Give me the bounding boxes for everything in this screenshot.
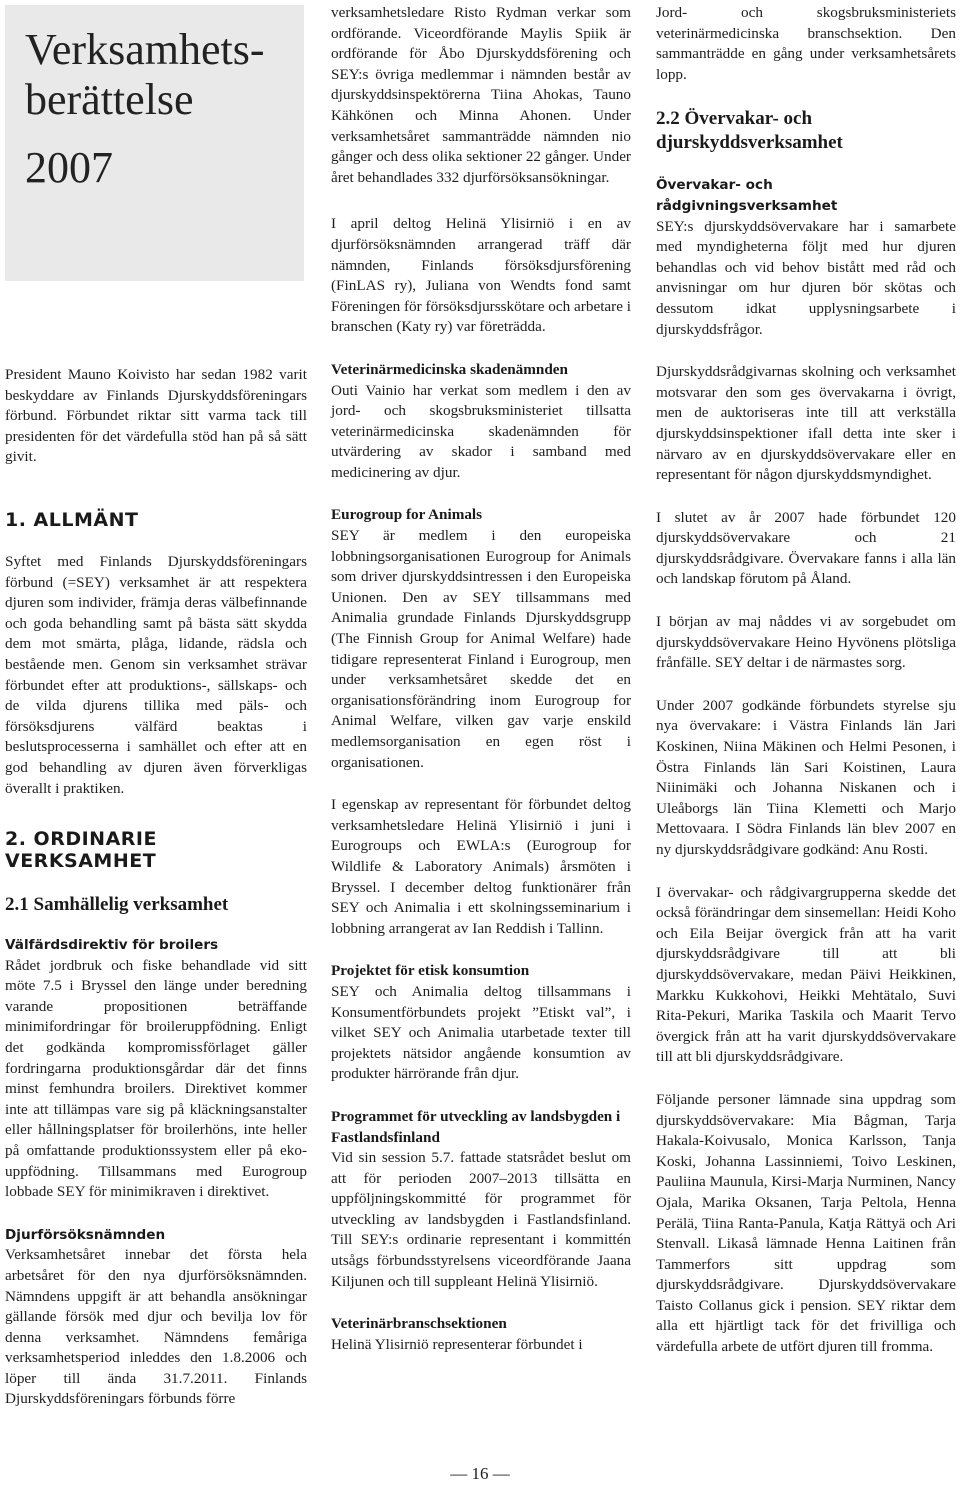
vet-body: Outi Vainio har verkat som medlem i den av jord- och skogsbruksministeriet tillsatta veterinärmedicinska skadenämnden för utvärdering av skador i samband med medicinering av djur.: [331, 381, 631, 481]
overvakar-heading: Övervakar- och rådgivningsverksamhet: [656, 177, 838, 214]
bransch-heading: Veterinärbranschsektionen: [331, 1315, 507, 1333]
landsbygd-heading: Programmet för utveckling av landsbygden i Fastlandsfinland: [331, 1107, 621, 1146]
col3-paragraph-6: I övervakar- och rådgivargrupperna skedde det också förändringar dem sinsemellan: Heidi Koho och Eila Beijar övergick från att ha varit djurskyddsrådgivare till att bli djurskyddsövervakare, medan Päivi Heikkinen, Markku Kukkohovi, Heikki Mehtätalo, Suvi Rita-Pekuri, Marika Taskila och Maarit Tervo övergick från att ha varit djurskyddsövervakare till att bli djurskyddsrådgivare.: [656, 883, 956, 1066]
eurogroup-heading: Eurogroup for Animals: [331, 506, 483, 524]
etisk-body: SEY och Animalia deltog tillsammans i Konsumentförbundets projekt ”Etiskt val”, i vilket SEY och Animalia utarbetade texter till projektets nätsidor angående konsumtion av produkter härrörande från djur.: [331, 982, 631, 1083]
eurogroup-body: SEY är medlem i den europeiska lobbningsorganisationen Eurogroup for Animals som driver djurskyddsintressen i den Europeiska Unionen. Den av SEY tillsammans med Animalia grundade Finlands Djurskyddsgrupp (The Finnish Group for Animal Welfare) hade tidigare representerat Finland i Eurogroup, men under verksamhetsåret skedde det en organisationsförändring inom Eurogroup for Animal Welfare, vilken gav varje enskild medlemsorganisation en egen röst i organisationen.: [331, 527, 631, 771]
overvakar-body: SEY:s djurskyddsövervakare har i samarbete med myndigheterna följt med hur djuren behandlas och vid behov bistått med råd och anvisningar om hur djuren bör skötas och dessutom idkat upplysningsarbete i djurskyddsfrågor.: [656, 217, 956, 338]
intro-paragraph: President Mauno Koivisto har sedan 1982 varit beskyddare av Finlands Djurskyddsföreningars förbund. Förbundet riktar sitt varma tack till presidenten för det värdefulla stöd han på så sätt givit.: [5, 366, 307, 466]
etisk-heading: Projektet för etisk konsumtion: [331, 962, 530, 980]
broilers-body: Rådet jordbruk och fiske behandlade vid sitt möte 7.5 i Bryssel den länge under beredning varande propositionen beträffande minimifordringar för broileruppfödning. Enligt det godkända kompromissförlaget gäller fordringarna produktionsgårdar där det finns minst femhundra broilers. Direktivet kommer inte att tillämpas vare sig på kläckningsanstalter eller hållningsplatser för broilerhöns, inte heller på omfattande produktionssystem eller på eko-uppfödning. Tillsammans med Eurogroup lobbade SEY för minimikraven i direktivet.: [5, 956, 307, 1201]
title-block: [5, 5, 304, 281]
title-line-3: 2007: [25, 143, 113, 192]
col3-paragraph-2: Djurskyddsrådgivarnas skolning och verksamhet motsvarar den som ges övervakarna i övrigt, men de auktoriseras inte till att verkställa djurskyddsinspektioner ifall detta inte sker i närvaro av en djurskyddsövervakare eller en representant för någon djurskyddsmyndighet.: [656, 363, 956, 484]
subsection-2-1-heading: 2.1 Samhällelig verksamhet: [5, 894, 229, 915]
section-2: [5, 828, 307, 1410]
col3-paragraph-0: Jord- och skogsbruksministeriets veterinärmedicinska branschsektion. Den sammanträdde en gång under verksamhetsårets lopp.: [656, 4, 956, 83]
section-1-heading: 1. ALLMÄNT: [5, 509, 139, 531]
col3-paragraph-5: Under 2007 godkände förbundets styrelse sju nya övervakare: i Västra Finlands län Jari Koskinen, Niina Mäkinen och Helmi Pesonen, i Östra Finlands län Sari Koistinen, Laura Niinimäki och Johanna Niskanen och i Uleåborgs län Tiina Klemetti och Marjo Mettovaara. I Södra Finlands län blev 2007 en ny djurskyddsrådgivare godkänd: Anu Rosti.: [656, 696, 956, 858]
landsbygd-body: Vid sin session 5.7. fattade statsrådet beslut om att för perioden 2007–2013 tillsätta en uppföljningskommitté för programmet för utveckling av landsbygden i Fastlandsfinland. Till SEY:s ordinarie representant i kommittén utsågs förbundsstyrelsens viceordförande Jaana Kiljunen och till suppleant Helinä Ylisirniö.: [331, 1149, 631, 1290]
page-number: — 16 —: [450, 1464, 510, 1483]
page-title: [5, 5, 304, 193]
broilers-heading: Välfärdsdirektiv för broilers: [5, 937, 219, 953]
djurforsok-body: Verksamhetsåret innebar det första hela arbetsåret för den nya djurförsöksnämnden. Nämndens uppgift är att behandla ansökningar gällande försök med djur och bevilja lov för denna verksamhet. Nämndens femåriga verksamhetsperiod inleddes den 1.8.2006 och löper till ända 31.7.2011. Finlands Djurskyddsföreningars förbunds förre: [5, 1246, 307, 1408]
col2-paragraph-1: verksamhetsledare Risto Rydman verkar som ordförande. Viceordförande Maylis Spiik är ordförande för Åbo Djurskyddsförening och SEY:s övriga medlemmar i nämnden består av djurskyddsinspektörerna Tiina Ahokas, Tauno Kähkönen och Minna Ahonen. Under verksamhetsåret sammanträdde nämnden nio gånger och dess olika sektioner 22 gånger. Under året behandlades 332 djurförsöksansökningar.: [331, 4, 631, 186]
section-2-heading-line-1: 2. ORDINARIE: [5, 828, 157, 850]
subsection-2-2-heading-line-1: 2.2 Övervakar- och: [656, 108, 813, 130]
col3-paragraph-3: I slutet av år 2007 hade förbundet 120 djurskyddsövervakare och 21 djurskyddsrådgivare. Övervakare fanns i alla län och landskap förutom på Åland.: [656, 508, 956, 588]
title-line-2: berättelse: [25, 75, 194, 124]
section-2-heading-line-2: VERKSAMHET: [5, 850, 157, 872]
vet-heading: Veterinärmedicinska skadenämnden: [331, 360, 568, 378]
col3-paragraph-4: I början av maj nåddes vi av sorgebudet om djurskyddsövervakare Heino Hyvönens plötsliga frånfälle. SEY deltar i de närmastes sorg.: [656, 613, 956, 672]
title-line-1: Verksamhets-: [25, 25, 265, 74]
col3-paragraph-7: Följande personer lämnade sina uppdrag som djurskyddsövervakare: Mia Bågman, Tarja Hakala-Koivusalo, Monica Karlsson, Tanja Koski, Johanna Lassinniemi, Toivo Leskinen, Pauliina Maunula, Kirsi-Marja Nurminen, Nancy Ojala, Marika Oksanen, Tarja Peltola, Henna Perälä, Tiina Ranta-Panula, Katja Rättyä och Ari Stenvall. Likaså lämnade Henna Laitinen från Tammerfors sitt uppdrag som djurskyddsrådgivare. Djurskyddsövervakare Taisto Collanus gick i pension. SEY riktar dem alla ett hjärtligt tack för det frivilliga och värdefulla arbete de utfört djuren till fromma.: [656, 1090, 956, 1356]
section-1: [5, 509, 307, 821]
col2-paragraph-2: I april deltog Helinä Ylisirniö i en av djurförsöksnämnden arrangerad träff där nämnden, Finlands försöksdjursförening (FinLAS ry), Juliana von Wendts fond samt Föreningen för försöksdjursskötare och arbetare i branschen (Katy ry) var företrädda.: [331, 215, 631, 336]
eurogroup-body-2: I egenskap av representant för förbundet deltog verksamhetsledare Helinä Ylisirniö i juni i Eurogroups och EWLA:s (Eurogroup for Wildlife & Laboratory Animals) årsmöten i Bryssel. I december deltog funktionärer från SEY och Animalia i ett skolningsseminarium i lobbning arrangerat av Ian Reddish i Tallinn.: [331, 796, 631, 937]
djurforsok-heading: Djurförsöksnämnden: [5, 1226, 166, 1243]
bransch-body: Helinä Ylisirniö representerar förbundet i: [331, 1335, 583, 1353]
section-1-body: Syftet med Finlands Djurskyddsföreningars förbund (=SEY) verksamhet är att respektera djuren som individer, främja deras välbefinnande och goda behandling samt på bästa sätt skydda dem mot smärta, plåga, lidande, rädsla och bestående men. Genom sin verksamhet strävar förbundet efter att produktions-, sällskaps- och de vilda djurens tillika med päls- och försöksdjurens välfärd beaktas i beslutsprocesserna i samhället och efter att en god behandling av djuren även förverkligas överallt i praktiken.: [5, 553, 307, 797]
subsection-2-2-heading-line-2: djurskyddsverksamhet: [656, 132, 843, 154]
